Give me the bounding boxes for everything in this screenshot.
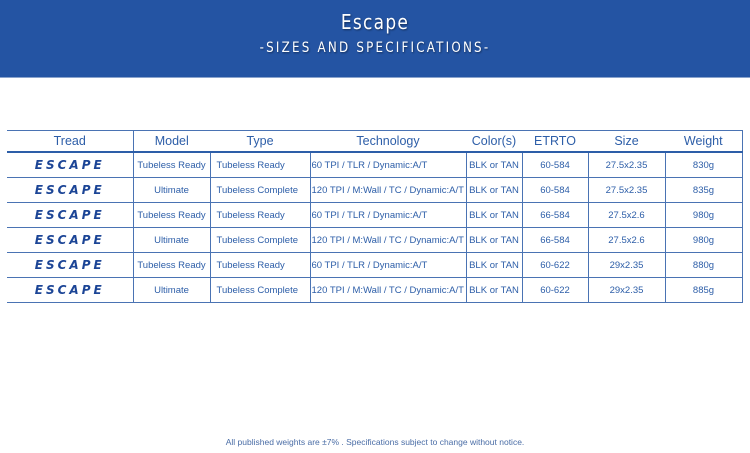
cell-size: 27.5x2.35	[588, 152, 665, 178]
cell-type: Tubeless Complete	[210, 228, 310, 253]
cell-etrto: 66-584	[522, 228, 588, 253]
cell-technology: 120 TPI / M:Wall / TC / Dynamic:A/T	[310, 228, 466, 253]
cell-colors: BLK or TAN	[466, 203, 522, 228]
table-row	[7, 203, 742, 228]
page-title: Escape	[340, 10, 410, 34]
cell-colors: BLK or TAN	[466, 253, 522, 278]
cell-technology: 60 TPI / TLR / Dynamic:A/T	[310, 152, 466, 178]
tread-logo: ESCAPE	[7, 203, 133, 228]
cell-colors: BLK or TAN	[466, 278, 522, 303]
cell-weight: 980g	[665, 228, 742, 253]
table-header-row	[7, 131, 742, 153]
cell-weight: 980g	[665, 203, 742, 228]
cell-model: Ultimate	[133, 278, 210, 303]
cell-type: Tubeless Complete	[210, 178, 310, 203]
cell-size: 29x2.35	[588, 278, 665, 303]
cell-technology: 120 TPI / M:Wall / TC / Dynamic:A/T	[310, 178, 466, 203]
cell-type: Tubeless Ready	[210, 253, 310, 278]
cell-model: Tubeless Ready	[133, 203, 210, 228]
cell-colors: BLK or TAN	[466, 178, 522, 203]
cell-colors: BLK or TAN	[466, 228, 522, 253]
column-header-technology: Technology	[310, 131, 466, 153]
cell-size: 29x2.35	[588, 253, 665, 278]
cell-model: Ultimate	[133, 178, 210, 203]
table-row	[7, 178, 742, 203]
cell-type: Tubeless Ready	[210, 203, 310, 228]
cell-colors: BLK or TAN	[466, 152, 522, 178]
disclaimer-note: All published weights are ±7% . Specifications subject to change without notice.	[225, 437, 525, 447]
table-row	[7, 228, 742, 253]
cell-technology: 60 TPI / TLR / Dynamic:A/T	[310, 253, 466, 278]
cell-weight: 880g	[665, 253, 742, 278]
cell-size: 27.5x2.6	[588, 228, 665, 253]
cell-weight: 830g	[665, 152, 742, 178]
column-header-model: Model	[133, 131, 210, 153]
tread-logo: ESCAPE	[7, 253, 133, 278]
tread-logo: ESCAPE	[7, 228, 133, 253]
tread-logo: ESCAPE	[7, 152, 133, 178]
column-header-size: Size	[588, 131, 665, 153]
cell-size: 27.5x2.35	[588, 178, 665, 203]
cell-type: Tubeless Complete	[210, 278, 310, 303]
cell-weight: 885g	[665, 278, 742, 303]
cell-type: Tubeless Ready	[210, 152, 310, 178]
column-header-etrto: ETRTO	[522, 131, 588, 153]
tread-logo: ESCAPE	[7, 178, 133, 203]
cell-etrto: 66-584	[522, 203, 588, 228]
column-header-type: Type	[210, 131, 310, 153]
column-header-weight: Weight	[665, 131, 742, 153]
cell-technology: 120 TPI / M:Wall / TC / Dynamic:A/T	[310, 278, 466, 303]
column-header-colors: Color(s)	[466, 131, 522, 153]
specifications-table	[7, 130, 743, 303]
cell-etrto: 60-622	[522, 278, 588, 303]
cell-technology: 60 TPI / TLR / Dynamic:A/T	[310, 203, 466, 228]
cell-etrto: 60-584	[522, 152, 588, 178]
tread-logo: ESCAPE	[7, 278, 133, 303]
cell-etrto: 60-584	[522, 178, 588, 203]
table-row	[7, 152, 742, 178]
page-subtitle: -SIZES AND SPECIFICATIONS-	[259, 40, 491, 56]
cell-weight: 835g	[665, 178, 742, 203]
column-header-tread: Tread	[7, 131, 133, 153]
cell-model: Tubeless Ready	[133, 253, 210, 278]
table-row	[7, 253, 742, 278]
cell-size: 27.5x2.6	[588, 203, 665, 228]
cell-model: Tubeless Ready	[133, 152, 210, 178]
cell-etrto: 60-622	[522, 253, 588, 278]
table-row	[7, 278, 742, 303]
cell-model: Ultimate	[133, 228, 210, 253]
header-banner	[0, 0, 750, 78]
